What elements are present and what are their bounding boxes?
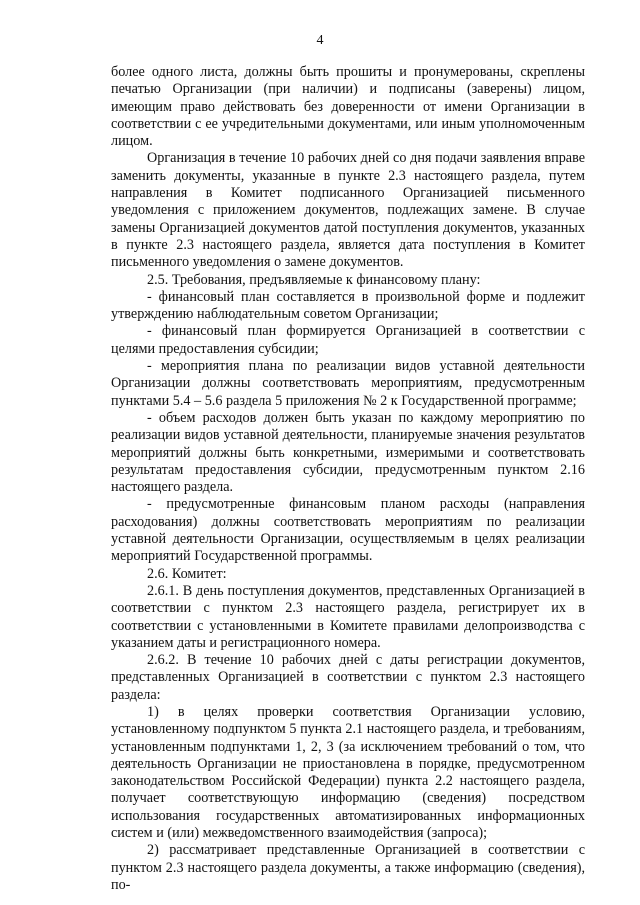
paragraph: 2.6. Комитет:	[147, 565, 227, 582]
paragraph: 2.6.2. В течение 10 рабочих дней с даты регистрации документов, представленных Организацией в соответствии с пунктом 2.3 настоящего раздела:	[111, 652, 585, 703]
paragraph: 2) рассматривает представленные Организацией в соответствии с пунктом 2.3 настоящего раздела документы, а также информацию (сведения), по-	[111, 842, 585, 893]
paragraph: 2.5. Требования, предъявляемые к финансовому плану:	[147, 271, 481, 288]
paragraph: - предусмотренные финансовым планом расходы (направления расходования) должны соответствовать мероприятиям по реализации уставной деятельности Организации, осуществляемым в целях реализации мероприятий Государственной программы.	[111, 496, 585, 565]
paragraph: 1) в целях проверки соответствия Организации условию, установленному подпунктом 5 пункта 2.1 настоящего раздела, и требованиям, установленным подпунктами 1, 2, 3 (за исключением требований о том, что деятельность Организации не приостановлена в порядке, предусмотренном законодательством Российской Федерации) пункта 2.2 настоящего раздела, получает соответствующую информацию (сведения) посредством использования государственных автоматизированных информационных систем и (или) межведомственного взаимодействия (запроса);	[111, 703, 585, 842]
paragraph: - мероприятия плана по реализации видов уставной деятельности Организации должны соответствовать мероприятиям, предусмотренным пунктами 5.4 – 5.6 раздела 5 приложения № 2 к Государственной программе;	[111, 358, 585, 409]
paragraph: - финансовый план составляется в произвольной форме и подлежит утверждению наблюдательным советом Организации;	[111, 288, 585, 323]
page-number: 4	[316, 33, 324, 48]
paragraph: Организация в течение 10 рабочих дней со дня подачи заявления вправе заменить документы, указанные в пункте 2.3 настоящего раздела, путем направления в Комитет подписанного Организацией письменного уведомления с приложением документов, подлежащих замене. В случае замены Организацией документов датой поступления документов, указанных в пункте 2.3 настоящего раздела, является дата поступления в Комитет письменного уведомления о замене документов.	[111, 150, 585, 271]
paragraph: 2.6.1. В день поступления документов, представленных Организацией в соответствии с пунктом 2.3 настоящего раздела, регистрирует их в соответствии с установленными в Комитете правилами делопроизводства с указанием даты и регистрационного номера.	[111, 582, 585, 651]
paragraph: - объем расходов должен быть указан по каждому мероприятию по реализации видов уставной деятельности, планируемые значения результатов мероприятий должны быть конкретными, измеримыми и соответствовать результатам предоставления субсидии, предусмотренным пунктом 2.16 настоящего раздела.	[111, 409, 585, 496]
document-body	[111, 64, 585, 894]
paragraph: более одного листа, должны быть прошиты и пронумерованы, скреплены печатью Организации (при наличии) и подписаны (заверены) лицом, имеющим право действовать без доверенности от имени Организации в соответствии с ее учредительными документами, или иным уполномоченным лицом.	[111, 64, 585, 150]
paragraph: - финансовый план формируется Организацией в соответствии с целями предоставления субсидии;	[111, 323, 585, 357]
